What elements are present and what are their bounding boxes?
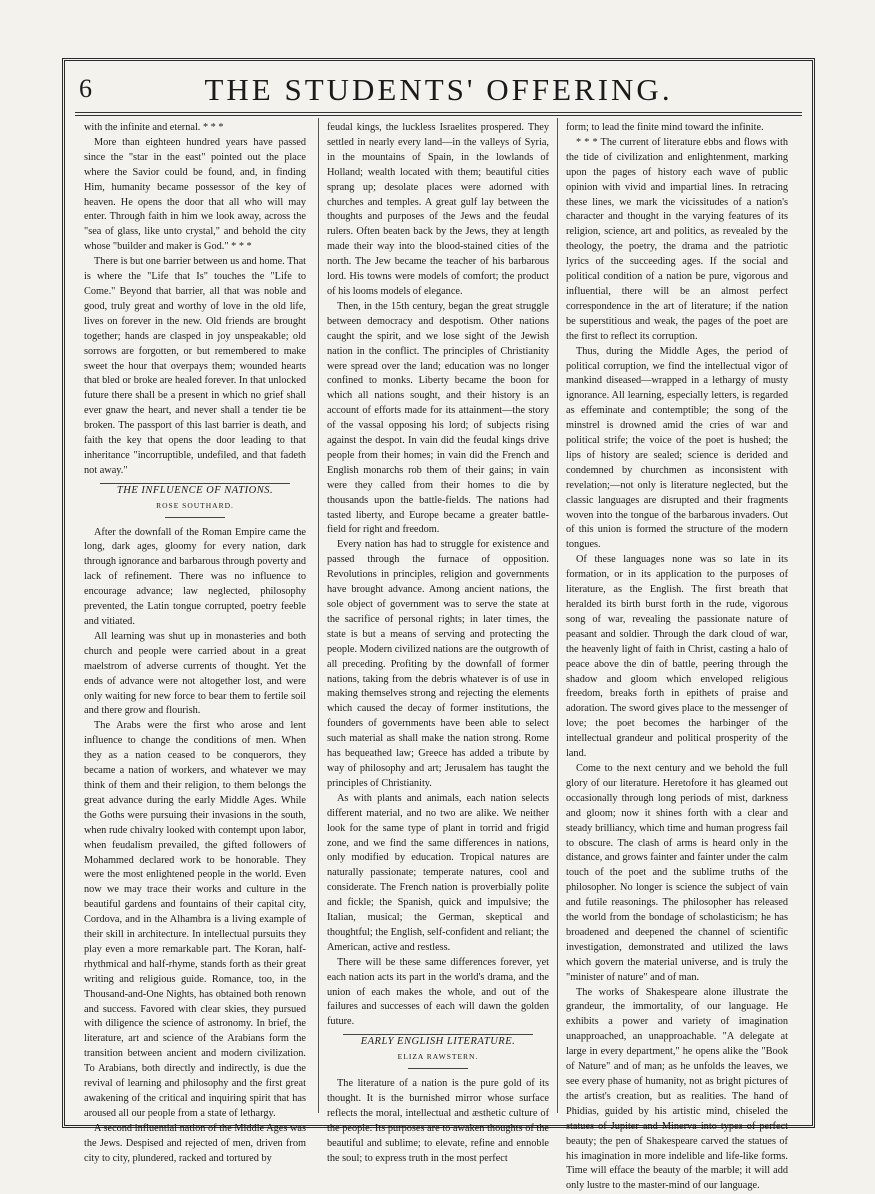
header-rule-top (75, 112, 802, 113)
publication-title: THE STUDENTS' OFFERING. (204, 72, 673, 107)
paragraph: A second influential nation of the Middle Ages was the Jews. Despised and rejected of men, driven from city to city, plundered, racked and tortured by (84, 1122, 306, 1164)
paragraph: with the infinite and eternal. * * * (84, 122, 224, 133)
column-divider-1 (318, 118, 319, 1113)
paragraph: Come to the next century and we behold the full glory of our literature. Heretofore it has gleamed out occasionally through long periods of mist, darkness and gloom; now it shines forth with a clear and steady brilliancy, which time and human progress fail to obscure. The clash of arms is heard only in the distance, and grows fainter and fainter under the calm touch of the poet and the sublime truths of the philosopher. No longer is science the subject of vain and futile reasonings. The philosopher has released the world from the bondage of scholasticism; he has broadened and deepened the channel of scientific investigation, demonstrated and utilized the laws which govern the material universe, and is truly the "minister of nature" and of man. (566, 762, 788, 983)
paragraph: form; to lead the finite mind toward the infinite. (566, 122, 764, 133)
page-number: 6 (79, 74, 92, 103)
paragraph: feudal kings, the luckless Israelites prospered. They settled in nearly every land—in the valleys of Syria, in the mountains of Spain, in the lowlands of Holland; wealth located with them; beautiful cities sprang up; desolate places were adorned with churches and temples. A great gulf lay between the thoughts and purposes of the Jews and the feudal rulers. Often beaten back by the Jews, they at length made their way into the blood-stained cities of the north. The Jew became the teacher of his barbarous lord. His towns were models of comfort; the product of his looms models of elegance. (327, 122, 549, 297)
paragraph: All learning was shut up in monasteries and both church and people were carried about in a great maelstrom of adverse currents of thought. Yet the ends of advance were not altogether lost, and were only waiting for new force to bear them to fertile soil and there grow and flourish. (84, 630, 306, 717)
paragraph: As with plants and animals, each nation selects different material, and no two are alike. We neither look for the same type of plant in torrid and frigid zone, and we find the same differences in nations, only modified by education. Tropical natures are naturally passionate; temperate natures, cool and considerate. The French nation is proverbially polite and fickle; the Spanish, quick and impulsive; the Italian, musical; the German, skeptical and thoughtful; the English, self-confident and reliant; the American, active and restless. (327, 792, 549, 953)
column-divider-2 (557, 118, 558, 1113)
paragraph: The Arabs were the first who arose and lent influence to change the conditions of men. When they as a nation ceased to be conquerors, they became a nation of workers, and whatever we may think of them and their religion, to them belongs the great advance during the early Middle Ages. While the Goths were pursuing their invasions in the south, when rude chivalry looked with contempt upon labor, when feudalism prevailed, the gifted followers of Mohammed declared work to be honorable. They were the most enlightened people in the world. Even now we may trace their works and culture in the beautiful gardens and fountains of their capital city, Cordova, and in the Alhambra is a living example of their skill in architecture. In intellectual pursuits they play even a more remarkable part. The Koran, half-rhythmical and half-rhyme, stands forth as their great writing and religious guide. Romance, too, in the Thousand-and-One Nights, has obtained both renown and success. Favored with clear skies, they pursued with diligence the science of astronomy. In brief, the literature, art and science of the Arabians form the transition between ancient and modern civilization. To Arabians, both directly and indirectly, is due the revival of learning and philosophy and the first great awakening of the critical and inquiring spirit that has aroused all our people from a state of lethargy. (84, 720, 306, 1119)
paragraph: The literature of a nation is the pure gold of its thought. It is the burnished mirror whose surface reflects the moral, intellectual and æsthetic culture of the people. Its purposes are to awaken thoughts of the beautiful and sublime; to elevate, refine and ennoble the soul; to express truth in the most perfect (327, 1078, 549, 1164)
paragraph: Every nation has had to struggle for existence and passed through the furnace of opposition. Revolutions in principles, religion and governments have brought advance. Among ancient nations, the sole object of government was to serve the state at the sacrifice of personal rights; in later times, the state is but a means of serving and protecting the people. Modern civilized nations are the outgrowth of all preceding. Profiting by the downfall of former nations, taking from the debris whatever is of use in making themselves strong and rejecting the elements which caused the decay of former institutions, the founders of governments have been able to select such material as shall make the nation strong. Rome has bequeathed law; Greece has added a tribute by way of philosophy and art; Jerusalem has taught the principles of Christianity. (327, 539, 549, 789)
paragraph: Then, in the 15th century, began the great struggle between democracy and despotism. Other nations caught the spirit, and we lose sight of the Jewish nation in the conflict. The principles of Christianity were spread over the land; education was no longer confined to monks. Liberty became the boon for which all nations sought, and their history is an account of efforts made for its attainment—the story of the vassal opposing his lord; of subjects rising against the despot. In vain did the feudal kings drive people from their homes; in vain did the French and English monarchs rob them of their gains; in vain were they called from their homes to die by thousands upon the battle-fields. The nations had tasted liberty, and Europe became a greater battle-field for right and freedom. (327, 300, 549, 536)
article-byline: ROSE SOUTHARD. (156, 500, 234, 510)
article-title: THE INFLUENCE OF NATIONS. (116, 484, 274, 496)
column-2 (327, 121, 549, 1164)
paragraph: There is but one barrier between us and home. That is where the "Life that Is" touches the "Life to Come." Beyond that barrier, all that was noble and good, truly great and worthy of love in the old life, lives on forever in the new. Old friends are brought together; hands are clasped in joy unspeakable; old sorrows are forgotten, or but remembered to make sweet the hour that overpays them; wounded hearts that bled or broke are healed forever. In that unlocked future there shall be a present in which no grief shall ever gnaw the heart, and never shall a tender tie be broken. The passport of this last barrier is death, and faith the key that opens the door leading to that inheritance "incorruptible, undefiled, and that fadeth not away." (84, 256, 306, 476)
byline-rule (165, 517, 225, 518)
article-title: EARLY ENGLISH LITERATURE. (360, 1036, 516, 1048)
paragraph: After the downfall of the Roman Empire came the long, dark ages, gloomy for every nation, dark through ignorance and barbarous through poverty and lack of refinement. There was no influence to encourage advance; law neglected, philosophy prevented, the Latin tongue corrupted, poetry feeble and vitiated. (84, 526, 306, 627)
byline-rule (408, 1068, 468, 1069)
column-3 (566, 121, 788, 1192)
paragraph: There will be these same differences forever, yet each nation acts its part in the world's drama, and the union of each makes the whole, and out of the failures and successes of each will dawn the golden future. (327, 956, 549, 1028)
paragraph: Thus, during the Middle Ages, the period of political corruption, we find the intellectual vigor of mankind diseased—wrapped in a lethargy of musty ignorance. All learning, especially letters, is regarded as effeminate and contemptible; the song of the minstrel is drowned amid the cries of war and political strife; the voice of the poet is hushed; the lips of history are sealed; science is derided and condemned by churchmen as inconsistent with revelation;—not only is literature neglected, but the classic languages are disrupted and their fragments woven into the tongue of the barbarous invaders. Out of this union is formed the structure of the modern tongues. (566, 345, 788, 551)
paragraph: The works of Shakespeare alone illustrate the grandeur, the immortality, of our language. He exhibits a power and variety of imagination unapproached, an unapproachable. "A delegate at large in every department," he opens alike the "Book of Nature" and of man; as he unfolds the leaves, we see every phase of humanity, not as bright pictures of the artist's creation, but as realities. The hand of Phidias, guided by his artistic mind, chiseled the statues of Jupiter and Minerva into types of perfect beauty; the pen of Shakespeare carved the statues of his imagination in more indelible and life-like forms. Time will efface the beauty of the marble; it will add only lustre to the master-mind of our language. (566, 986, 788, 1192)
masthead (75, 70, 802, 110)
article-byline: ELIZA RAWSTERN. (397, 1052, 479, 1062)
header-rule-bottom (75, 115, 802, 116)
paragraph: More than eighteen hundred years have passed since the "star in the east" pointed out the place where the Savior could be found, and, in finding Him, humanity became possessor of the key of heaven. He opens the door that all who will may enter. Through faith in him we look away, across the "sea of glass, like unto crystal," and behold the city whose "builder and maker is God." * * * (84, 136, 306, 253)
paragraph: Of these languages none was so late in its formation, or in its application to the purposes of literature, as the English. The first breath that heralded its birth burst forth in the rude, vigorous song of war, revealing the passionate nature of peasant and soldier. Through the dark cloud of war, the heavenly light of faith in Christ, casting a halo of peace above the din of battle, peering through the shadow and gloom which enveloped religious freedom, breaks forth in epithets of praise and adoration. The sword gives place to the messenger of love; the poet becomes the harbinger of the intellectual grandeur and political prosperity of the land. (566, 554, 788, 760)
column-1 (84, 121, 306, 1164)
paragraph: * * * The current of literature ebbs and flows with the tide of civilization and enlightenment, marking upon the pages of history each wave of public opinion with vivid and impartial lines. In retracing these lines, we mark the vicissitudes of a nation's character and thought in the varying features of its religion, science, art and politics, as revealed by the theology, the poetry, the drama and the patriotic lyrics of the succeeding ages. If the social and political condition of a nation be pure, vigorous and influential, there will be an almost perfect correspondence in the art of literature; if the nation be superstitious and weak, the pages of the poet are the first to reflect its corruption. (566, 136, 788, 342)
